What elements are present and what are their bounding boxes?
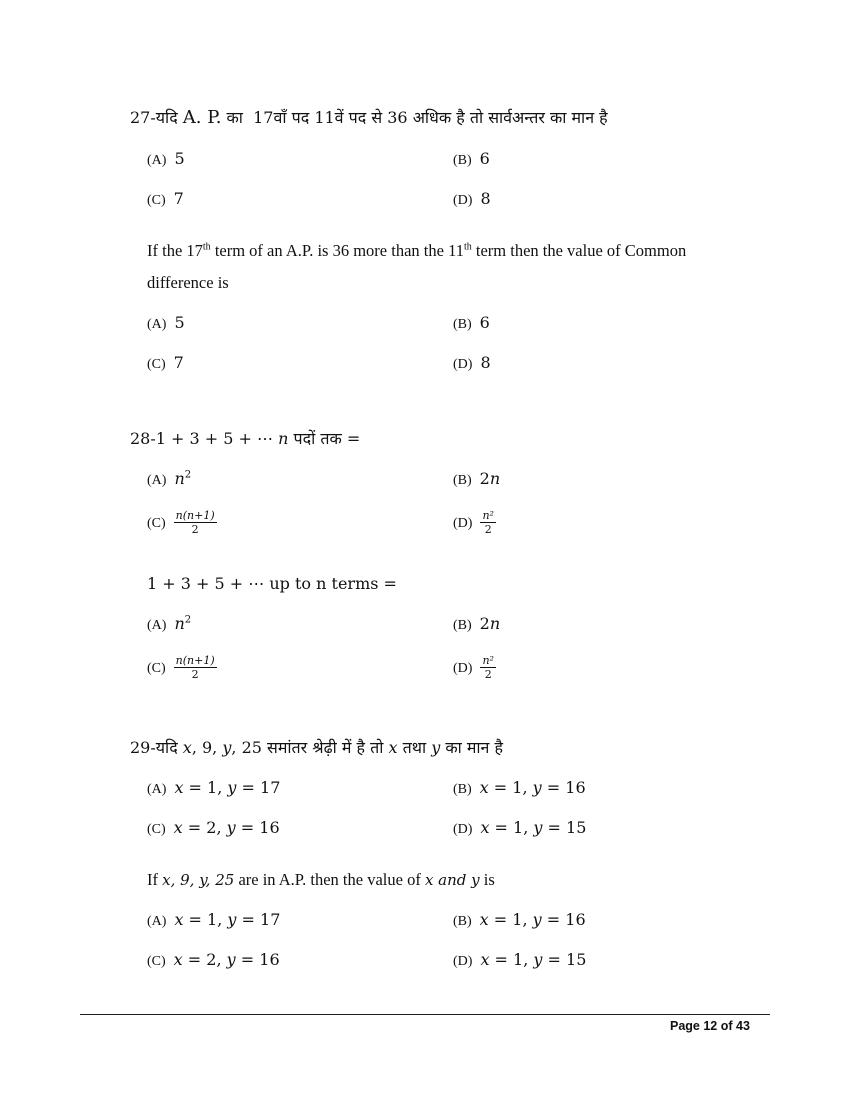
option-b[interactable]: (B) 6: [453, 149, 490, 168]
option-d[interactable]: (D) 8: [453, 353, 491, 372]
question-28-english: 1 + 3 + 5 + ⋯ up to n terms =: [147, 574, 397, 593]
question-28-hindi: 28-1 + 3 + 5 + ⋯ n पदों तक =: [130, 429, 361, 448]
option-d[interactable]: (D) $\frac{\text{n²}}{2}$: [453, 654, 494, 681]
question-29-english: If x, 9, y, 25 are in A.P. then the value of x and y is: [147, 870, 495, 889]
footer-divider: [80, 1014, 770, 1015]
option-b[interactable]: (B) 2n: [453, 614, 501, 633]
option-a[interactable]: (A) 5: [147, 149, 185, 168]
option-a[interactable]: (A) x = 1, y = 17: [147, 910, 281, 929]
fraction: $\frac{\text{n²}}{2}$: [482, 509, 494, 536]
option-c[interactable]: (C) 7: [147, 189, 184, 208]
option-b[interactable]: (B) 6: [453, 313, 490, 332]
fraction: $\frac{n(n+1)}{2}$: [175, 509, 215, 536]
option-a[interactable]: (A) 5: [147, 313, 185, 332]
question-number: 29-: [130, 738, 156, 757]
page-number: Page 12 of 43: [670, 1019, 750, 1033]
option-d[interactable]: (D) 8: [453, 189, 491, 208]
option-c[interactable]: (C) x = 2, y = 16: [147, 818, 280, 837]
option-a[interactable]: (A) x = 1, y = 17: [147, 778, 281, 797]
question-number: 27-: [130, 108, 156, 127]
option-b[interactable]: (B) 2n: [453, 469, 501, 488]
option-a[interactable]: (A) $n^2$: [147, 614, 192, 633]
option-c[interactable]: (C) $\frac{n(n+1)}{2}$: [147, 509, 215, 536]
fraction: $\frac{n(n+1)}{2}$: [175, 654, 215, 681]
option-d[interactable]: (D) x = 1, y = 15: [453, 950, 587, 969]
option-a[interactable]: (A) $n^2$: [147, 469, 192, 488]
question-27-hindi: 27-यदि A. P. का 17वाँ पद 11वें पद से 36 अधिक है तो सार्वअन्तर का मान है: [130, 107, 608, 128]
option-d[interactable]: (D) x = 1, y = 15: [453, 818, 587, 837]
question-27-english-line2: difference is: [147, 273, 229, 292]
option-b[interactable]: (B) x = 1, y = 16: [453, 910, 586, 929]
option-c[interactable]: (C) x = 2, y = 16: [147, 950, 280, 969]
question-number: 28-: [130, 429, 156, 448]
option-c[interactable]: (C) $\frac{n(n+1)}{2}$: [147, 654, 215, 681]
fraction: $\frac{\text{n²}}{2}$: [482, 654, 494, 681]
option-b[interactable]: (B) x = 1, y = 16: [453, 778, 586, 797]
option-c[interactable]: (C) 7: [147, 353, 184, 372]
question-29-hindi: 29-यदि x, 9, y, 25 समांतर श्रेढ़ी में है तो x तथा y का मान है: [130, 738, 504, 757]
question-27-english: If the 17th term of an A.P. is 36 more than the 11th term then the value of Common: [147, 241, 687, 260]
option-d[interactable]: (D) $\frac{\text{n²}}{2}$: [453, 509, 494, 536]
